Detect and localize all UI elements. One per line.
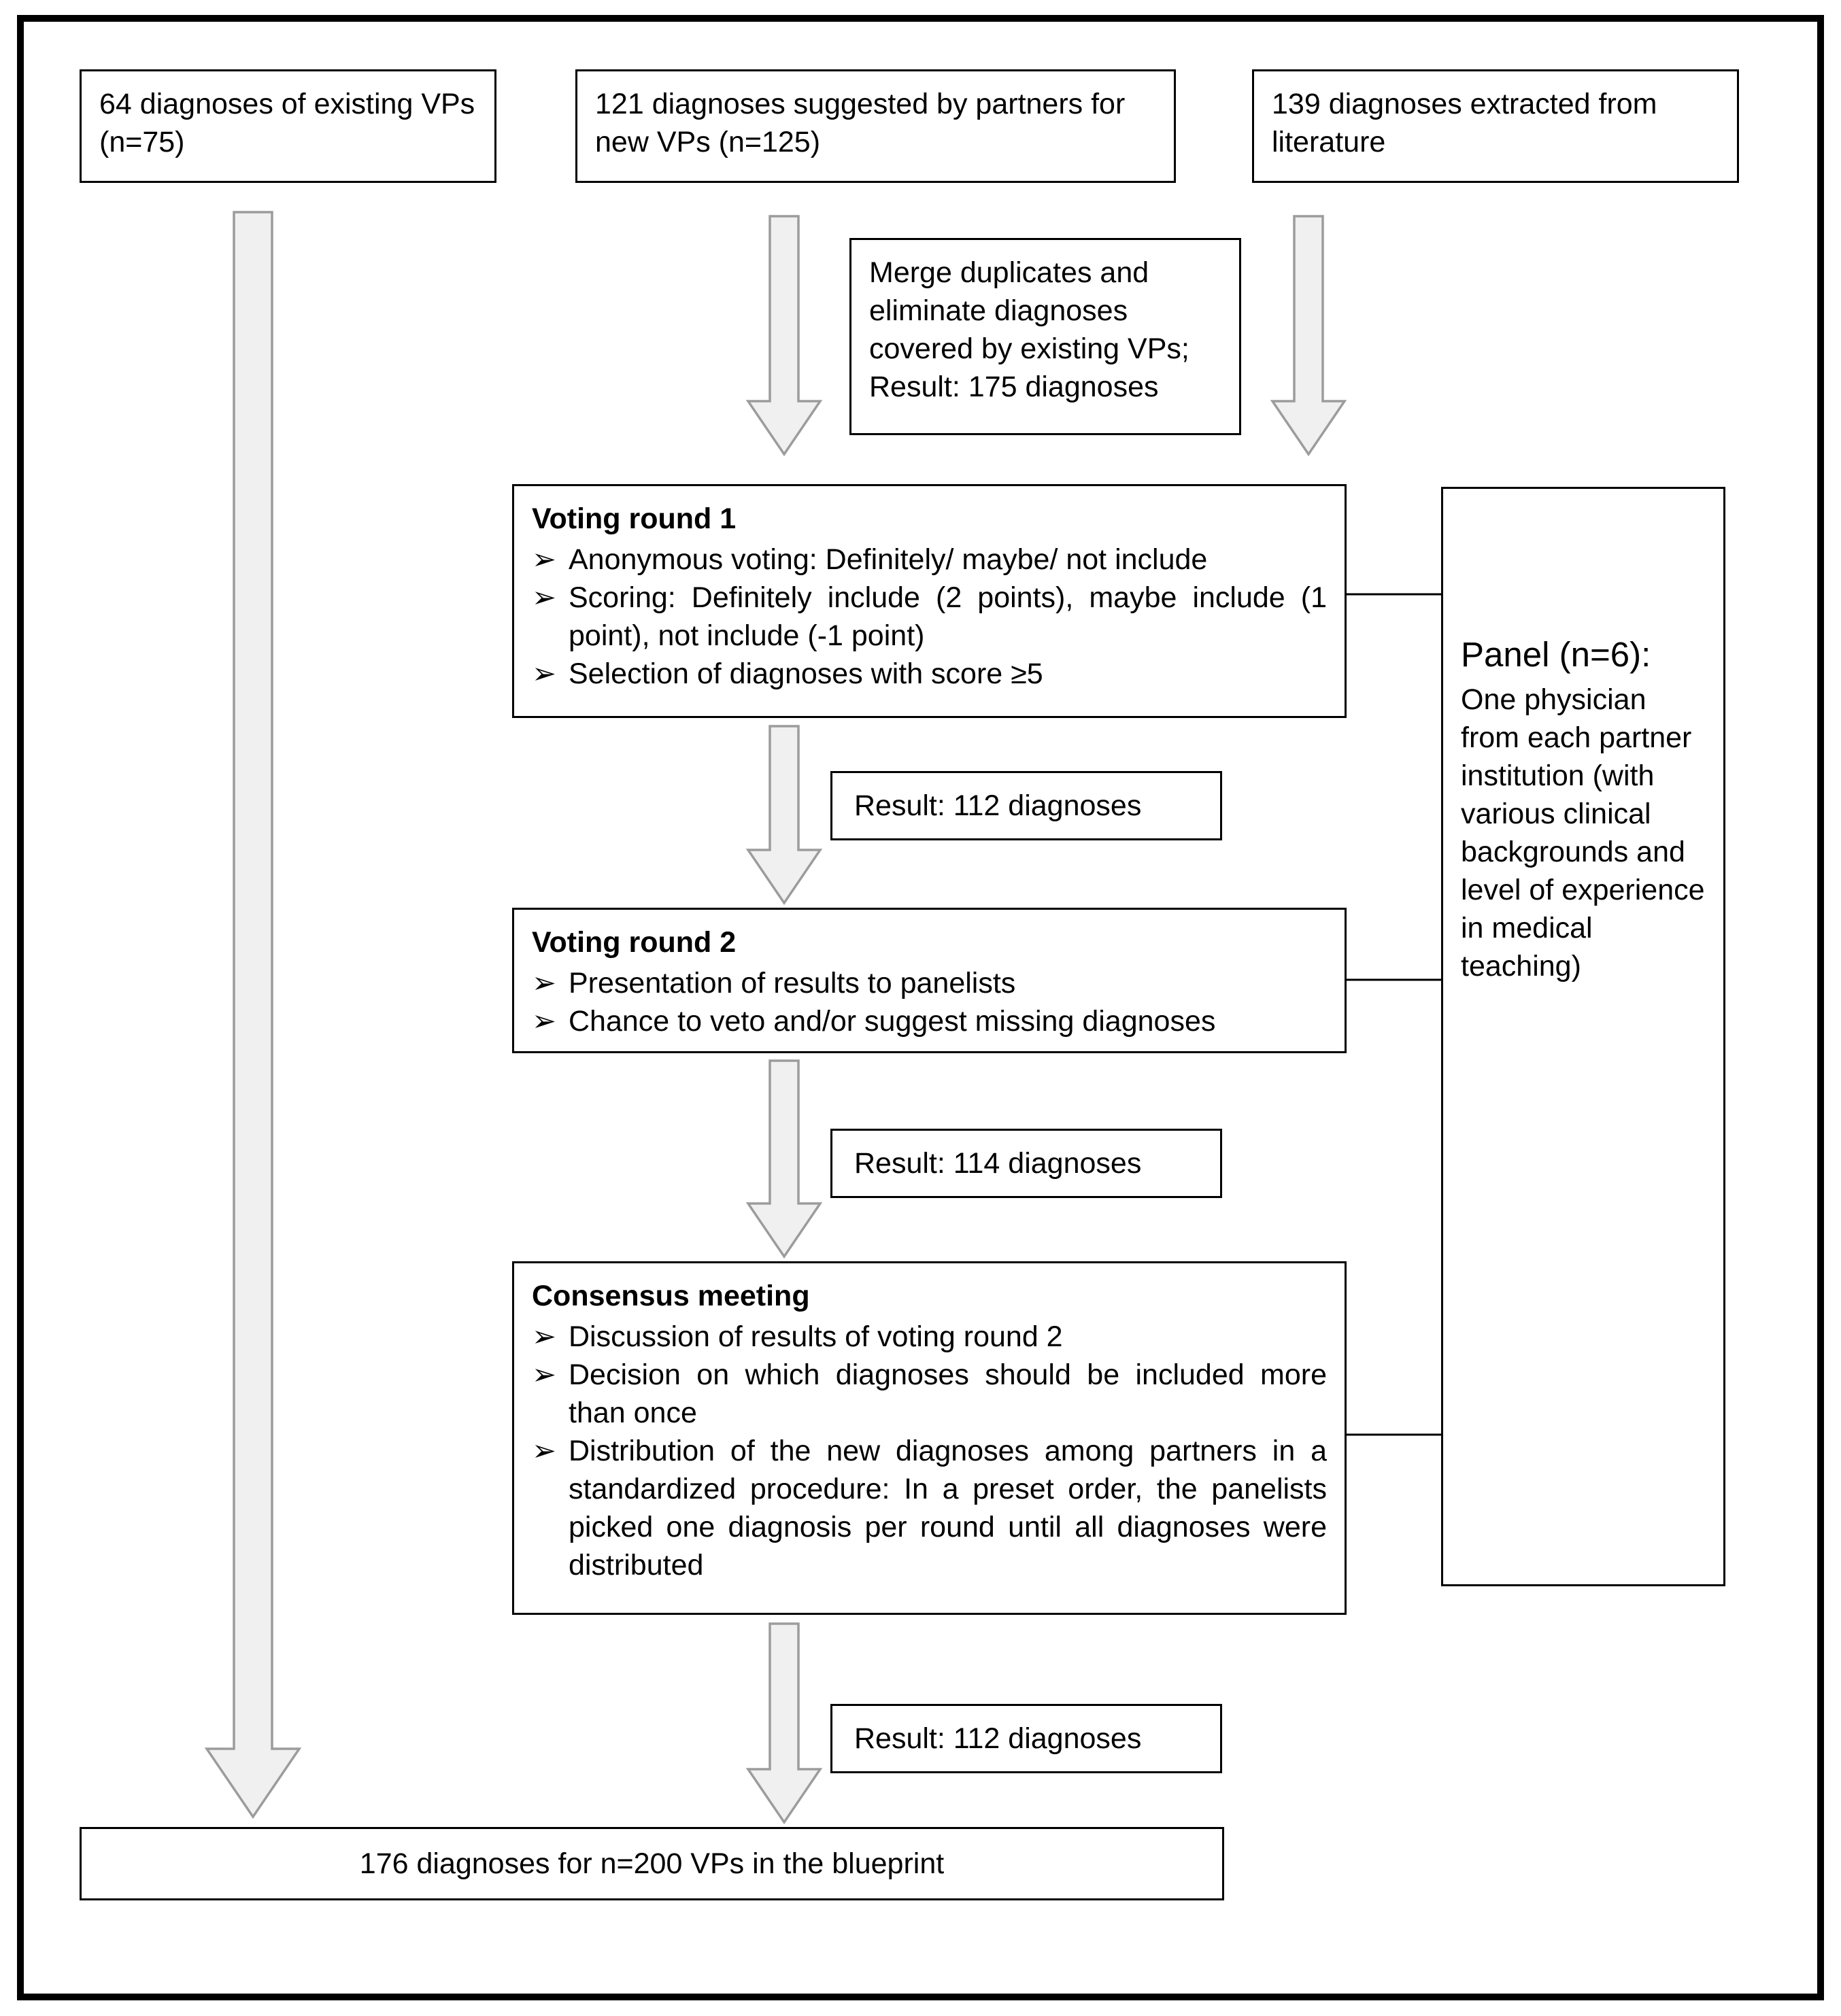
box-existing-vps-text: 64 diagnoses of existing VPs (n=75)	[99, 88, 475, 158]
voting2-item-2-text: Chance to veto and/or suggest missing diagnoses	[569, 1005, 1216, 1038]
arrow-voting2-to-consensus-icon	[748, 1061, 820, 1257]
box-merge-note-text: Merge duplicates and eliminate diagnoses covered by existing VPs; Result: 175 diagnoses	[869, 256, 1189, 403]
box-result-voting1-text: Result: 112 diagnoses	[854, 789, 1142, 822]
box-partner-suggestions-text: 121 diagnoses suggested by partners for new VPs (n=125)	[595, 88, 1126, 158]
voting1-title: Voting round 1	[532, 502, 737, 535]
voting1-item-2	[532, 579, 1327, 655]
voting1-item-1	[532, 541, 1327, 579]
arrow-consensus-to-final-icon	[748, 1624, 820, 1822]
arrow-partners-to-voting1-icon	[748, 216, 820, 454]
voting2-item-2	[532, 1002, 1327, 1040]
box-voting-round-1	[512, 484, 1347, 718]
consensus-item-3	[532, 1432, 1327, 1584]
box-consensus-meeting	[512, 1261, 1347, 1615]
voting2-title: Voting round 2	[532, 926, 737, 959]
consensus-item-1	[532, 1318, 1327, 1356]
consensus-item-1-text: Discussion of results of voting round 2	[569, 1320, 1063, 1353]
voting2-item-1-text: Presentation of results to panelists	[569, 967, 1016, 1000]
box-partner-suggestions	[575, 69, 1176, 183]
panel-body: One physician from each partner institution (with various clinical backgrounds and level of experience in medical teaching)	[1461, 683, 1705, 983]
bullet-arrow-icon: ➢	[532, 657, 557, 691]
voting1-item-2-text: Scoring: Definitely include (2 points), maybe include (1 point), not include (-1 point)	[569, 581, 1327, 652]
consensus-item-2-text: Decision on which diagnoses should be included more than once	[569, 1359, 1327, 1429]
box-literature-text: 139 diagnoses extracted from literature	[1272, 88, 1657, 158]
box-panel	[1441, 487, 1725, 1586]
bullet-arrow-icon: ➢	[532, 1004, 557, 1038]
box-result-consensus	[830, 1704, 1222, 1773]
voting1-item-3-text: Selection of diagnoses with score ≥5	[569, 657, 1043, 690]
box-result-consensus-text: Result: 112 diagnoses	[854, 1722, 1142, 1755]
bullet-arrow-icon: ➢	[532, 966, 557, 1000]
consensus-item-2	[532, 1356, 1327, 1432]
box-existing-vps	[80, 69, 496, 183]
consensus-item-3-text: Distribution of the new diagnoses among partners in a standardized procedure: In a preset order, the panelists picked one diagnosis per round until all diagnoses were distributed	[569, 1435, 1327, 1582]
box-result-voting2	[830, 1129, 1222, 1198]
box-literature	[1252, 69, 1739, 183]
panel-title: Panel (n=6):	[1461, 635, 1651, 674]
box-merge-note	[849, 238, 1241, 435]
bullet-arrow-icon: ➢	[532, 1320, 557, 1354]
arrow-existing-to-final-icon	[207, 212, 299, 1817]
bullet-arrow-icon: ➢	[532, 581, 557, 615]
box-final-blueprint-text: 176 diagnoses for n=200 VPs in the blueprint	[359, 1847, 945, 1880]
arrow-literature-to-voting1-icon	[1272, 216, 1345, 454]
voting1-item-1-text: Anonymous voting: Definitely/ maybe/ not include	[569, 543, 1208, 576]
bullet-arrow-icon: ➢	[532, 543, 557, 577]
consensus-title: Consensus meeting	[532, 1280, 810, 1312]
voting2-item-1	[532, 964, 1327, 1002]
box-result-voting2-text: Result: 114 diagnoses	[854, 1147, 1142, 1180]
box-voting-round-2	[512, 908, 1347, 1053]
box-final-blueprint	[80, 1827, 1224, 1900]
arrow-voting1-to-voting2-icon	[748, 726, 820, 903]
voting1-item-3	[532, 655, 1327, 693]
bullet-arrow-icon: ➢	[532, 1434, 557, 1468]
bullet-arrow-icon: ➢	[532, 1358, 557, 1392]
box-result-voting1	[830, 771, 1222, 840]
